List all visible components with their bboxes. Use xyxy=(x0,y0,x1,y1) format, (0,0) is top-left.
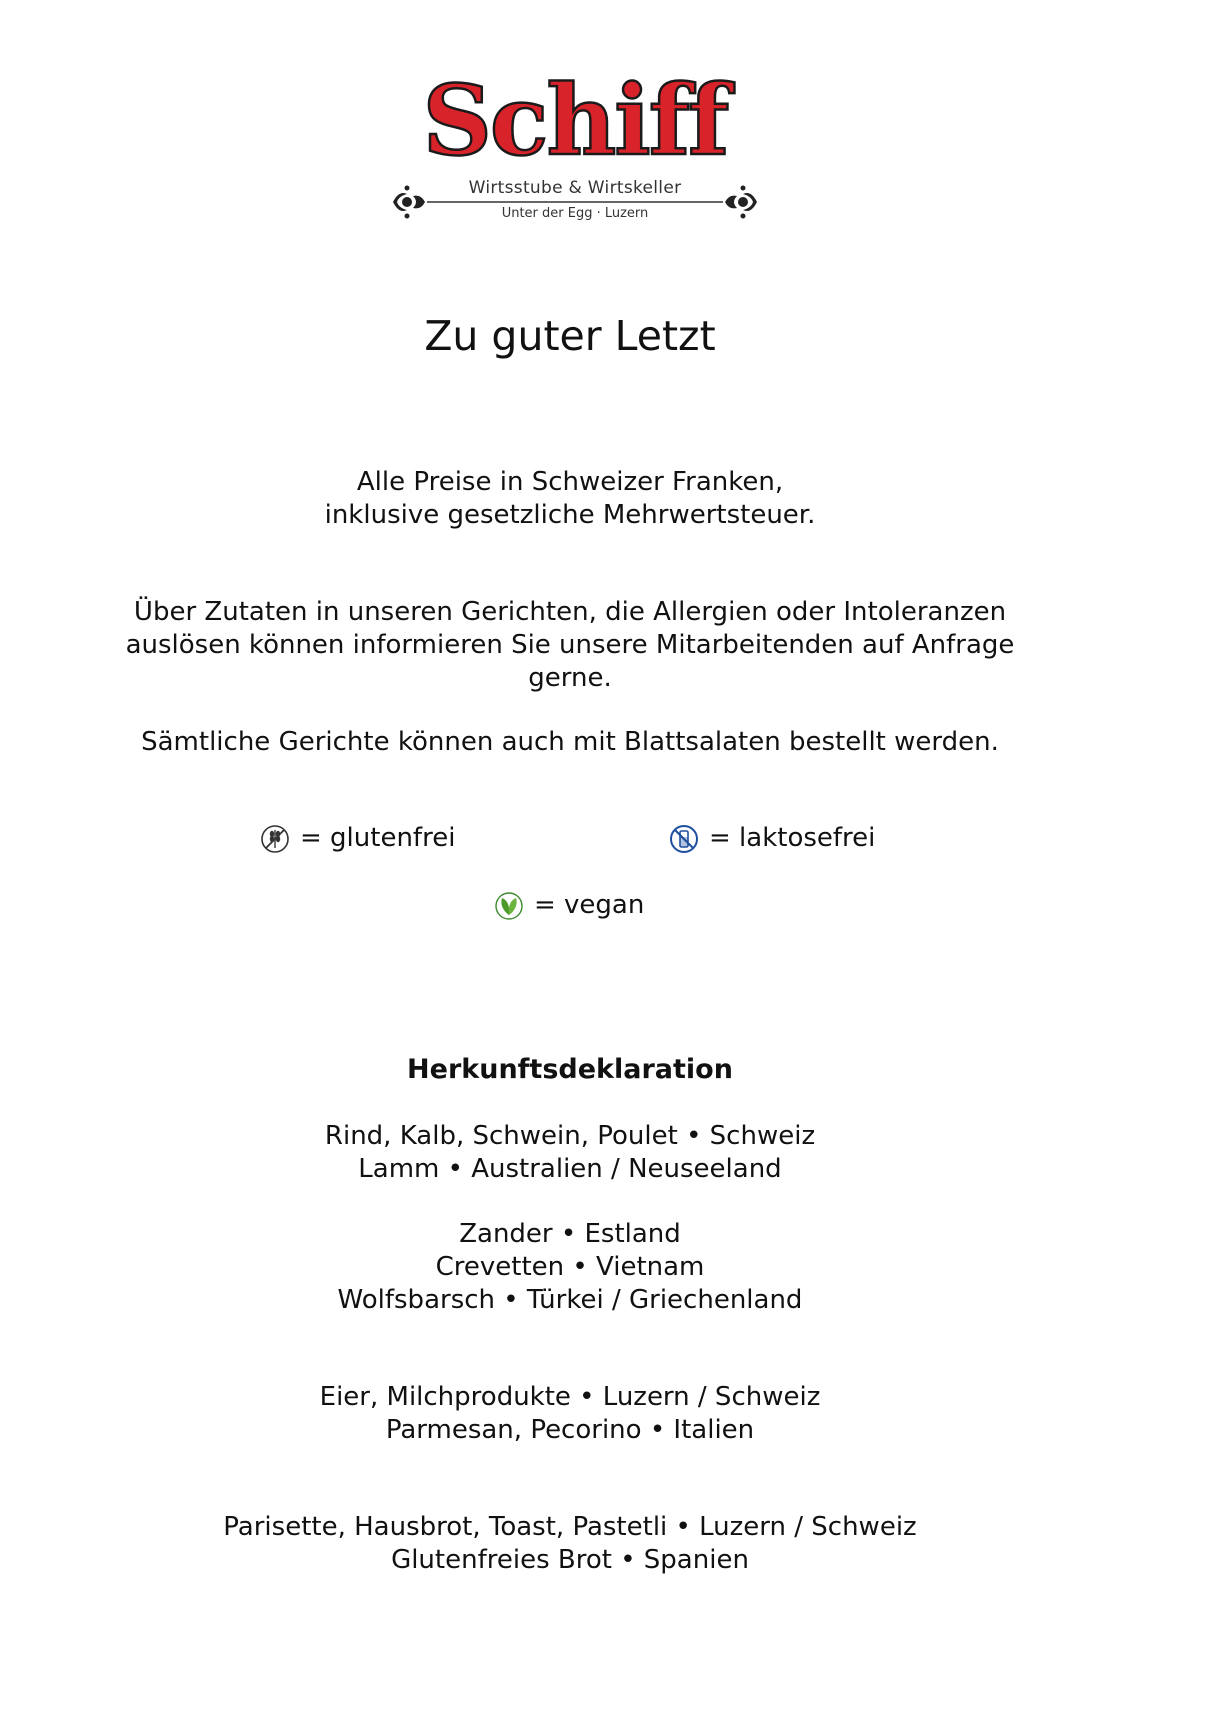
legend-glutenfree xyxy=(260,822,455,855)
allergy-note-line: gerne. xyxy=(528,663,612,693)
price-note-line: Alle Preise in Schweizer Franken, xyxy=(356,467,784,497)
origin-line: Parmesan, Pecorino • Italien xyxy=(385,1415,755,1445)
page-title: Zu guter Letzt xyxy=(424,312,716,360)
origin-line: Glutenfreies Brot • Spanien xyxy=(391,1545,749,1575)
salad-note xyxy=(60,726,1080,759)
logo-wordmark-text: Schiff xyxy=(422,64,728,172)
right-ornament-icon xyxy=(725,186,757,219)
origin-line: Crevetten • Vietnam xyxy=(435,1252,705,1282)
origin-line: Eier, Milchprodukte • Luzern / Schweiz xyxy=(319,1382,821,1412)
origin-bread xyxy=(60,1511,1080,1577)
origin-fish xyxy=(60,1218,1080,1317)
origin-heading: Herkunftsdeklaration xyxy=(407,1054,733,1085)
lactose-free-icon xyxy=(669,824,699,854)
logo-location: Unter der Egg · Luzern xyxy=(501,206,649,221)
allergy-note xyxy=(60,596,1080,695)
allergy-note-line: auslösen können informieren Sie unsere Mitarbeitenden auf Anfrage xyxy=(125,630,1015,660)
origin-line: Parisette, Hausbrot, Toast, Pastetli • Luzern / Schweiz xyxy=(223,1512,917,1542)
origin-line: Rind, Kalb, Schwein, Poulet • Schweiz xyxy=(324,1121,816,1151)
restaurant-logo xyxy=(385,62,765,232)
price-note-line: inklusive gesetzliche Mehrwertsteuer. xyxy=(324,500,816,530)
origin-line: Wolfsbarsch • Türkei / Griechenland xyxy=(337,1285,803,1315)
origin-line: Zander • Estland xyxy=(459,1219,681,1249)
legend-lactosefree xyxy=(669,822,875,855)
origin-meat xyxy=(60,1120,1080,1186)
allergy-note-line: Über Zutaten in unseren Gerichten, die Allergien oder Intoleranzen xyxy=(133,597,1007,627)
origin-dairy xyxy=(60,1381,1080,1447)
salad-note-text: Sämtliche Gerichte können auch mit Blattsalaten bestellt werden. xyxy=(141,727,999,757)
price-note xyxy=(60,466,1080,532)
logo-wordmark xyxy=(385,62,765,172)
legend-glutenfree-label: = glutenfrei xyxy=(300,823,456,853)
logo-subtitle: Wirtsstube & Wirtskeller xyxy=(468,178,682,198)
vegan-leaf-icon xyxy=(494,891,524,921)
legend-lactosefree-label: = laktosefrei xyxy=(709,823,876,853)
logo-subtitle-block xyxy=(385,172,765,232)
gluten-free-icon xyxy=(260,824,290,854)
legend-vegan-label: = vegan xyxy=(534,890,645,920)
legend-vegan xyxy=(494,889,644,922)
origin-line: Lamm • Australien / Neuseeland xyxy=(358,1154,782,1184)
left-ornament-icon xyxy=(393,186,425,219)
